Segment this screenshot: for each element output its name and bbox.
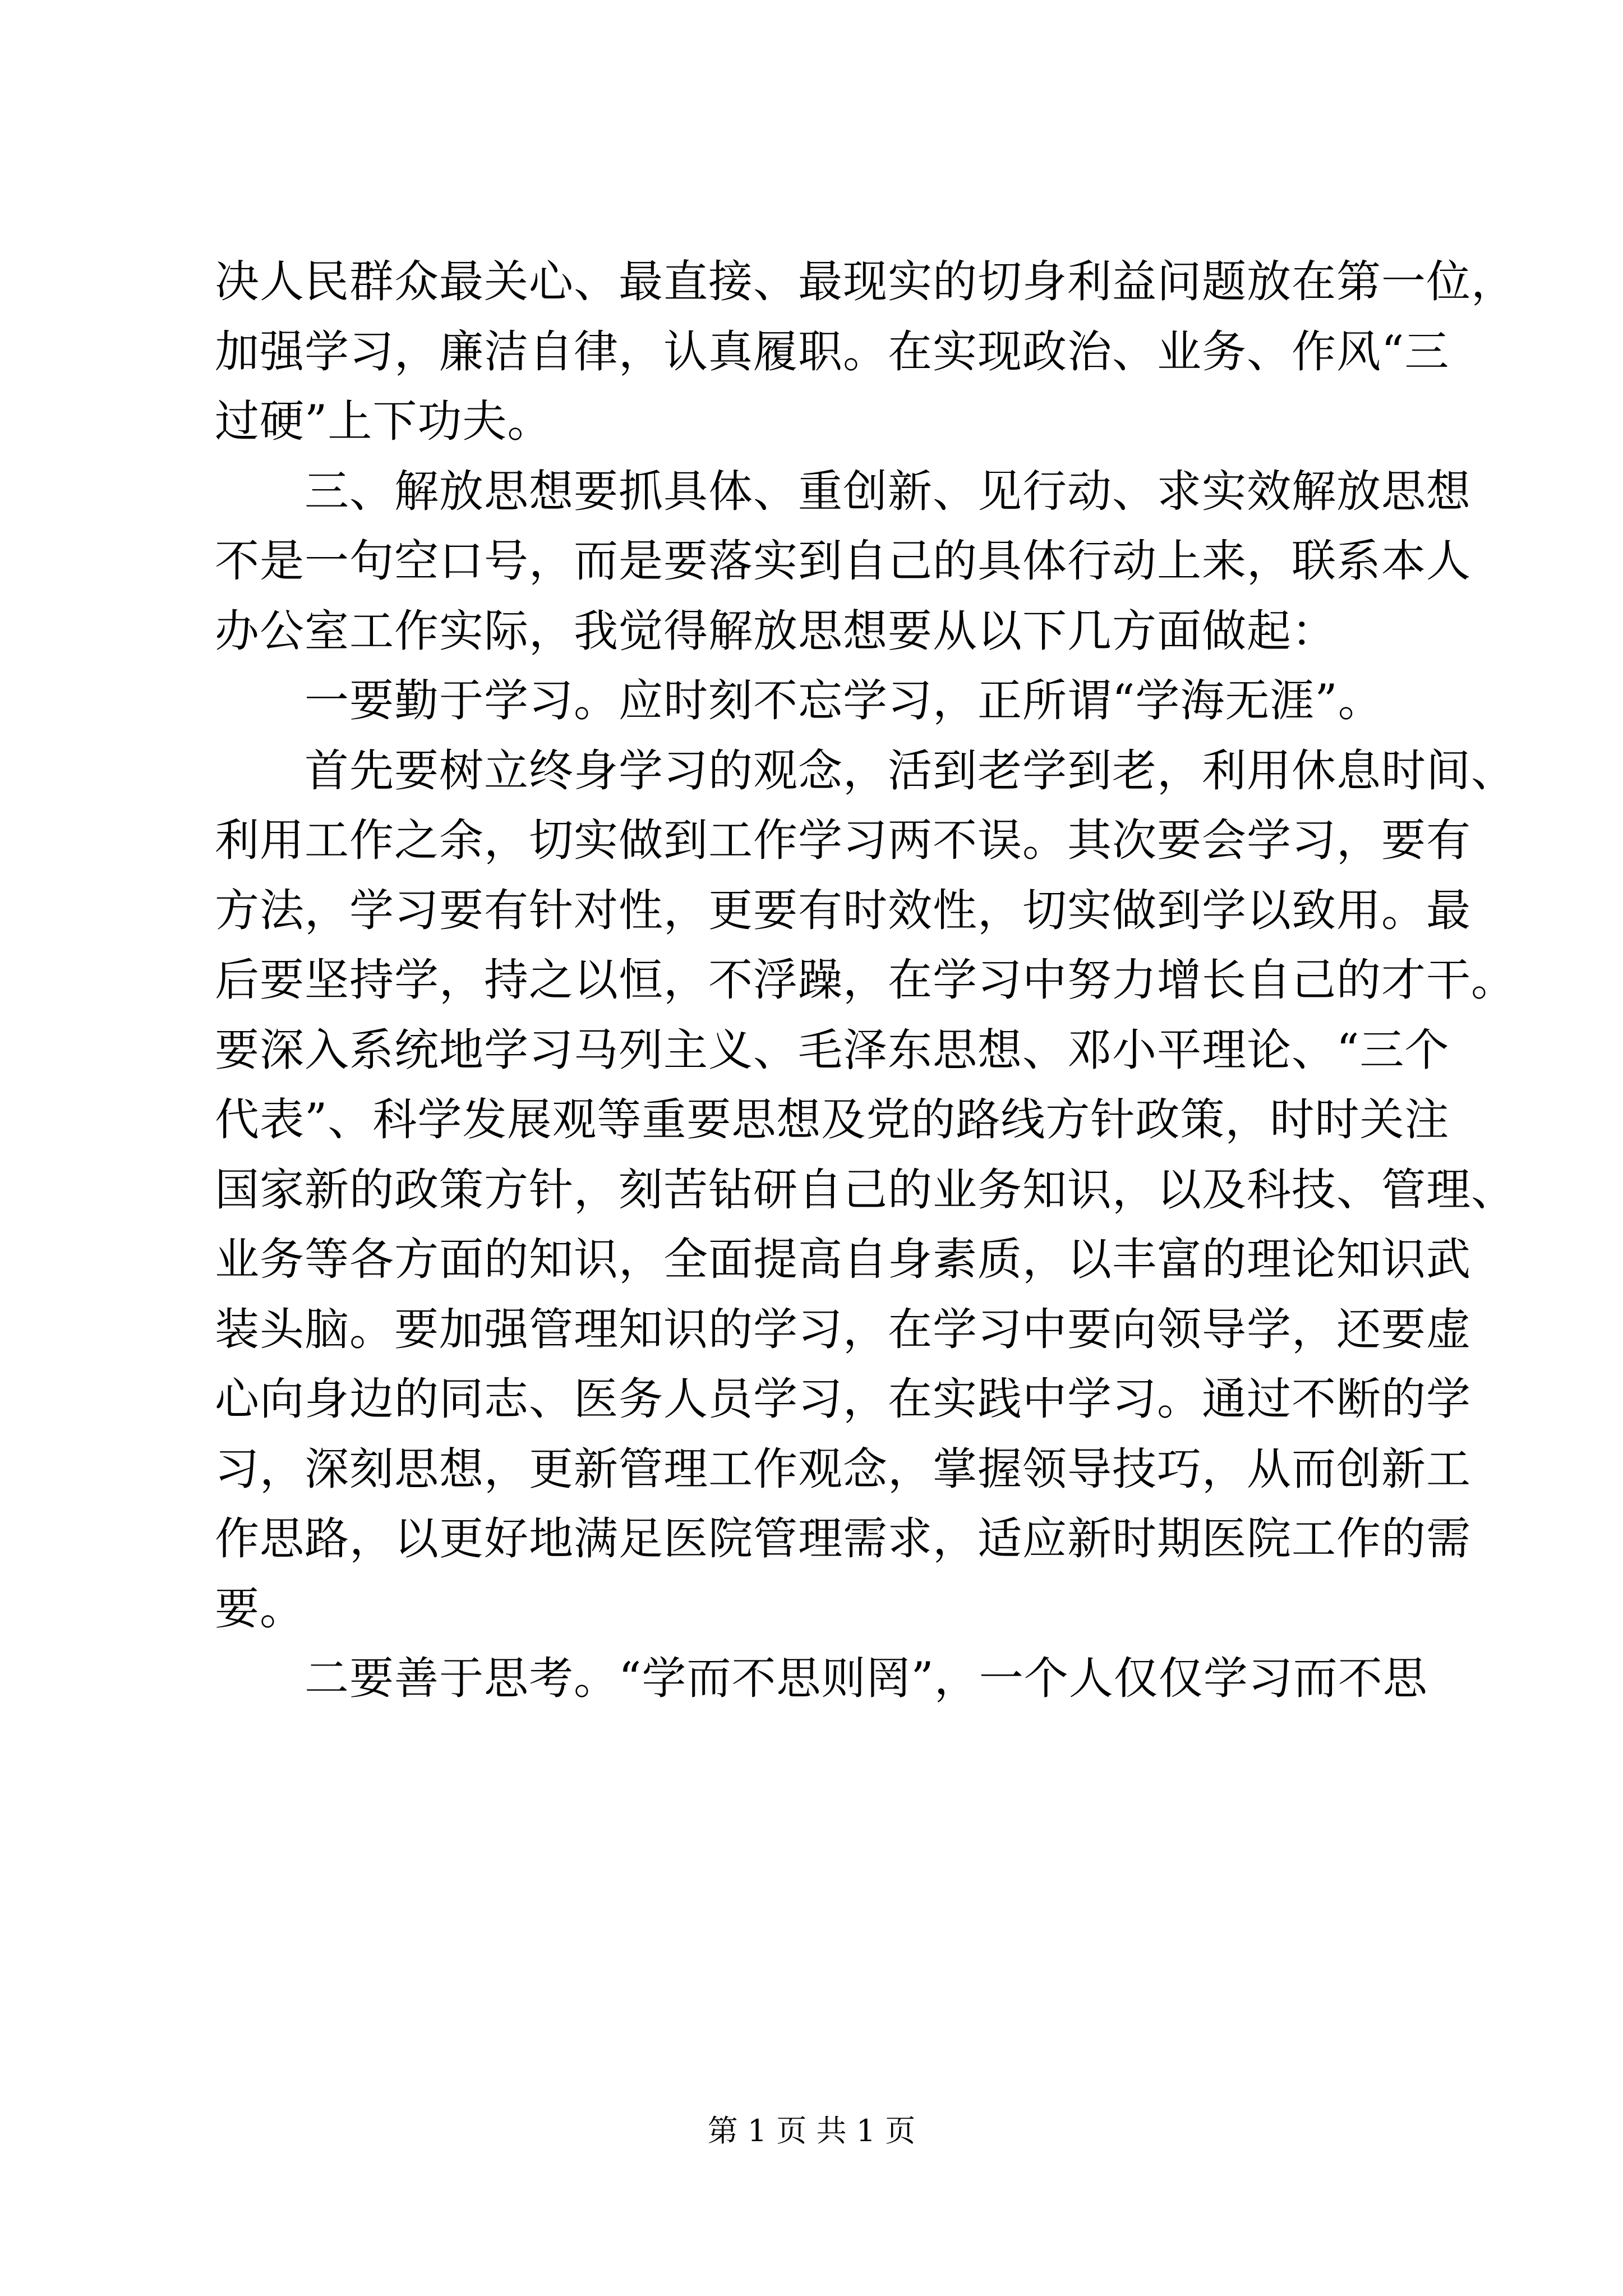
paragraph-start-line: 三、解放思想要抓具体、重创新、见行动、求实效解放思想 (215, 465, 1471, 517)
text-line: 利用工作之余，切实做到工作学习两不误。其次要会学习，要有 (215, 815, 1471, 866)
paragraph-start-line: 一要勤于学习。应时刻不忘学习，正所谓“学海无涯”。 (215, 675, 1383, 726)
text-line: 不是一句空口号，而是要落实到自己的具体行动上来，联系本人 (215, 535, 1471, 587)
text-line: 习，深刻思想，更新管理工作观念，掌握领导技巧，从而创新工 (215, 1443, 1471, 1495)
text-line: 要。 (215, 1582, 305, 1635)
page-number-footer: 第 1 页 共 1 页 (707, 2113, 916, 2148)
text-line: 方法，学习要有针对性，更要有时效性，切实做到学以致用。最 (215, 884, 1471, 936)
text-line: 业务等各方面的知识，全面提高自身素质，以丰富的理论知识武 (215, 1234, 1471, 1285)
paragraph-start-line: 二要善于思考。“学而不思则罔”，一个人仅仅学习而不思 (215, 1653, 1428, 1704)
text-line: 办公室工作实际，我觉得解放思想要从以下几方面做起： (215, 605, 1336, 657)
text-line: 加强学习，廉洁自律，认真履职。在实现政治、业务、作风“三 (215, 325, 1450, 378)
text-line: 要深入系统地学习马列主义、毛泽东思想、邓小平理论、“三个 (215, 1024, 1450, 1076)
document-body (215, 247, 1516, 1714)
text-line: 国家新的政策方针，刻苦钻研自己的业务知识，以及科技、管理、 (215, 1163, 1516, 1216)
text-line: 后要坚持学，持之以恒，不浮躁，在学习中努力增长自己的才干。 (215, 954, 1516, 1006)
text-line: 代表”、科学发展观等重要思想及党的路线方针政策，时时关注 (215, 1094, 1450, 1145)
text-line: 决人民群众最关心、最直接、最现实的切身利益问题放在第一位， (215, 256, 1516, 307)
paragraph-start-line: 首先要树立终身学习的观念，活到老学到老，利用休息时间、 (215, 744, 1516, 797)
text-line: 装头脑。要加强管理知识的学习，在学习中要向领导学，还要虚 (215, 1303, 1471, 1355)
text-line: 作思路，以更好地满足医院管理需求，适应新时期医院工作的需 (215, 1513, 1471, 1565)
text-line: 过硬”上下功夫。 (215, 395, 552, 447)
text-line: 心向身边的同志、医务人员学习，在实践中学习。通过不断的学 (215, 1373, 1471, 1425)
